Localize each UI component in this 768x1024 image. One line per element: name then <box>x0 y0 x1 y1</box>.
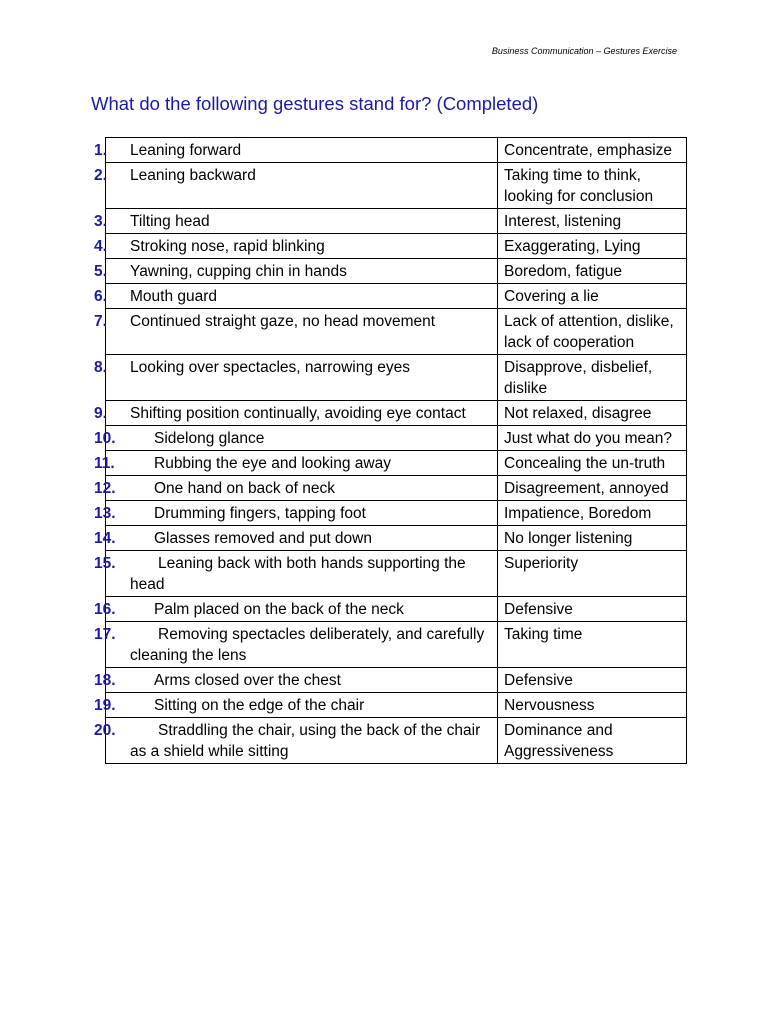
table-row <box>106 309 687 355</box>
meaning-cell: Lack of attention, dislike, lack of cooperation <box>498 309 687 355</box>
row-number: 6. <box>94 288 107 305</box>
table-row <box>106 597 687 622</box>
table-row <box>106 693 687 718</box>
meaning-cell: Exaggerating, Lying <box>498 234 687 259</box>
gesture-text: Mouth guard <box>130 288 218 305</box>
gesture-text: Yawning, cupping chin in hands <box>130 263 347 280</box>
table-row <box>106 551 687 597</box>
gesture-cell <box>94 622 498 668</box>
row-number: 12. <box>94 480 116 497</box>
gesture-text: Sidelong glance <box>154 430 265 447</box>
meaning-cell: Defensive <box>498 668 687 693</box>
table-row <box>106 138 687 163</box>
meaning-cell: Defensive <box>498 597 687 622</box>
gesture-text: Continued straight gaze, no head movement <box>130 313 436 330</box>
page-title: What do the following gestures stand for? (Completed) <box>91 93 539 114</box>
table-row <box>106 501 687 526</box>
meaning-cell: Concealing the un-truth <box>498 451 687 476</box>
gesture-text: Leaning back with both hands supporting the head <box>130 555 466 593</box>
table-row <box>106 426 687 451</box>
row-number: 5. <box>94 263 107 280</box>
row-number: 16. <box>94 601 116 618</box>
table-row <box>106 622 687 668</box>
gesture-text: Leaning forward <box>130 142 242 159</box>
meaning-cell: Just what do you mean? <box>498 426 687 451</box>
table-row <box>106 234 687 259</box>
meaning-cell: Impatience, Boredom <box>498 501 687 526</box>
gesture-text: Glasses removed and put down <box>154 530 372 547</box>
row-number: 11. <box>94 455 115 472</box>
row-number: 18. <box>94 672 116 689</box>
meaning-cell: Covering a lie <box>498 284 687 309</box>
meaning-cell: Taking time <box>498 622 687 668</box>
row-number: 2. <box>94 167 107 184</box>
table-row <box>106 355 687 401</box>
meaning-cell: Nervousness <box>498 693 687 718</box>
gesture-cell <box>94 526 498 551</box>
meaning-cell: Concentrate, emphasize <box>498 138 687 163</box>
gesture-text: Straddling the chair, using the back of the chair as a shield while sitting <box>130 722 481 760</box>
table-row <box>106 209 687 234</box>
meaning-cell: Disapprove, disbelief, dislike <box>498 355 687 401</box>
meaning-cell: Interest, listening <box>498 209 687 234</box>
gesture-text: Leaning backward <box>130 167 256 184</box>
row-number: 4. <box>94 238 107 255</box>
gesture-cell <box>94 259 498 284</box>
row-number: 3. <box>94 213 107 230</box>
running-header: Business Communication – Gestures Exercise <box>491 46 677 56</box>
gesture-text: Stroking nose, rapid blinking <box>130 238 325 255</box>
gesture-cell <box>94 234 498 259</box>
gesture-cell <box>94 284 498 309</box>
row-number: 17. <box>94 626 116 643</box>
table-row <box>106 401 687 426</box>
gesture-text: Rubbing the eye and looking away <box>154 455 391 472</box>
gesture-text: One hand on back of neck <box>154 480 335 497</box>
gesture-text: Shifting position continually, avoiding eye contact <box>130 405 466 422</box>
meaning-cell: Boredom, fatigue <box>498 259 687 284</box>
table-row <box>106 259 687 284</box>
gesture-cell <box>94 401 498 426</box>
meaning-cell: Superiority <box>498 551 687 597</box>
gesture-cell <box>94 501 498 526</box>
row-number: 20. <box>94 722 116 739</box>
table-row <box>106 284 687 309</box>
gesture-cell <box>94 476 498 501</box>
row-number: 9. <box>94 405 107 422</box>
table-row <box>106 668 687 693</box>
gesture-cell <box>94 163 498 209</box>
gesture-text: Removing spectacles deliberately, and carefully cleaning the lens <box>130 626 485 664</box>
table-row <box>106 526 687 551</box>
table-row <box>106 451 687 476</box>
row-number: 19. <box>94 697 116 714</box>
gesture-cell <box>94 355 498 401</box>
meaning-cell: Taking time to think, looking for conclusion <box>498 163 687 209</box>
gesture-text: Sitting on the edge of the chair <box>154 697 365 714</box>
table-row <box>106 718 687 764</box>
gesture-text: Tilting head <box>130 213 210 230</box>
row-number: 1. <box>94 142 107 159</box>
table-row <box>106 163 687 209</box>
gesture-cell <box>94 597 498 622</box>
gesture-cell <box>94 209 498 234</box>
gestures-table <box>94 137 687 764</box>
gesture-text: Looking over spectacles, narrowing eyes <box>130 359 411 376</box>
meaning-cell: Dominance and Aggressiveness <box>498 718 687 764</box>
row-number: 15. <box>94 555 116 572</box>
meaning-cell: No longer listening <box>498 526 687 551</box>
gesture-cell <box>94 138 498 163</box>
table-row <box>106 476 687 501</box>
gesture-text: Arms closed over the chest <box>154 672 341 689</box>
gesture-cell <box>94 451 498 476</box>
gesture-cell <box>94 668 498 693</box>
row-number: 14. <box>94 530 116 547</box>
gesture-cell <box>94 718 498 764</box>
row-number: 10. <box>94 430 116 447</box>
gesture-text: Palm placed on the back of the neck <box>154 601 404 618</box>
row-number: 7. <box>94 313 107 330</box>
row-number: 8. <box>94 359 107 376</box>
gesture-cell <box>94 693 498 718</box>
meaning-cell: Disagreement, annoyed <box>498 476 687 501</box>
gesture-cell <box>94 551 498 597</box>
row-number: 13. <box>94 505 116 522</box>
gesture-cell <box>94 309 498 355</box>
gesture-text: Drumming fingers, tapping foot <box>154 505 366 522</box>
gesture-cell <box>94 426 498 451</box>
meaning-cell: Not relaxed, disagree <box>498 401 687 426</box>
